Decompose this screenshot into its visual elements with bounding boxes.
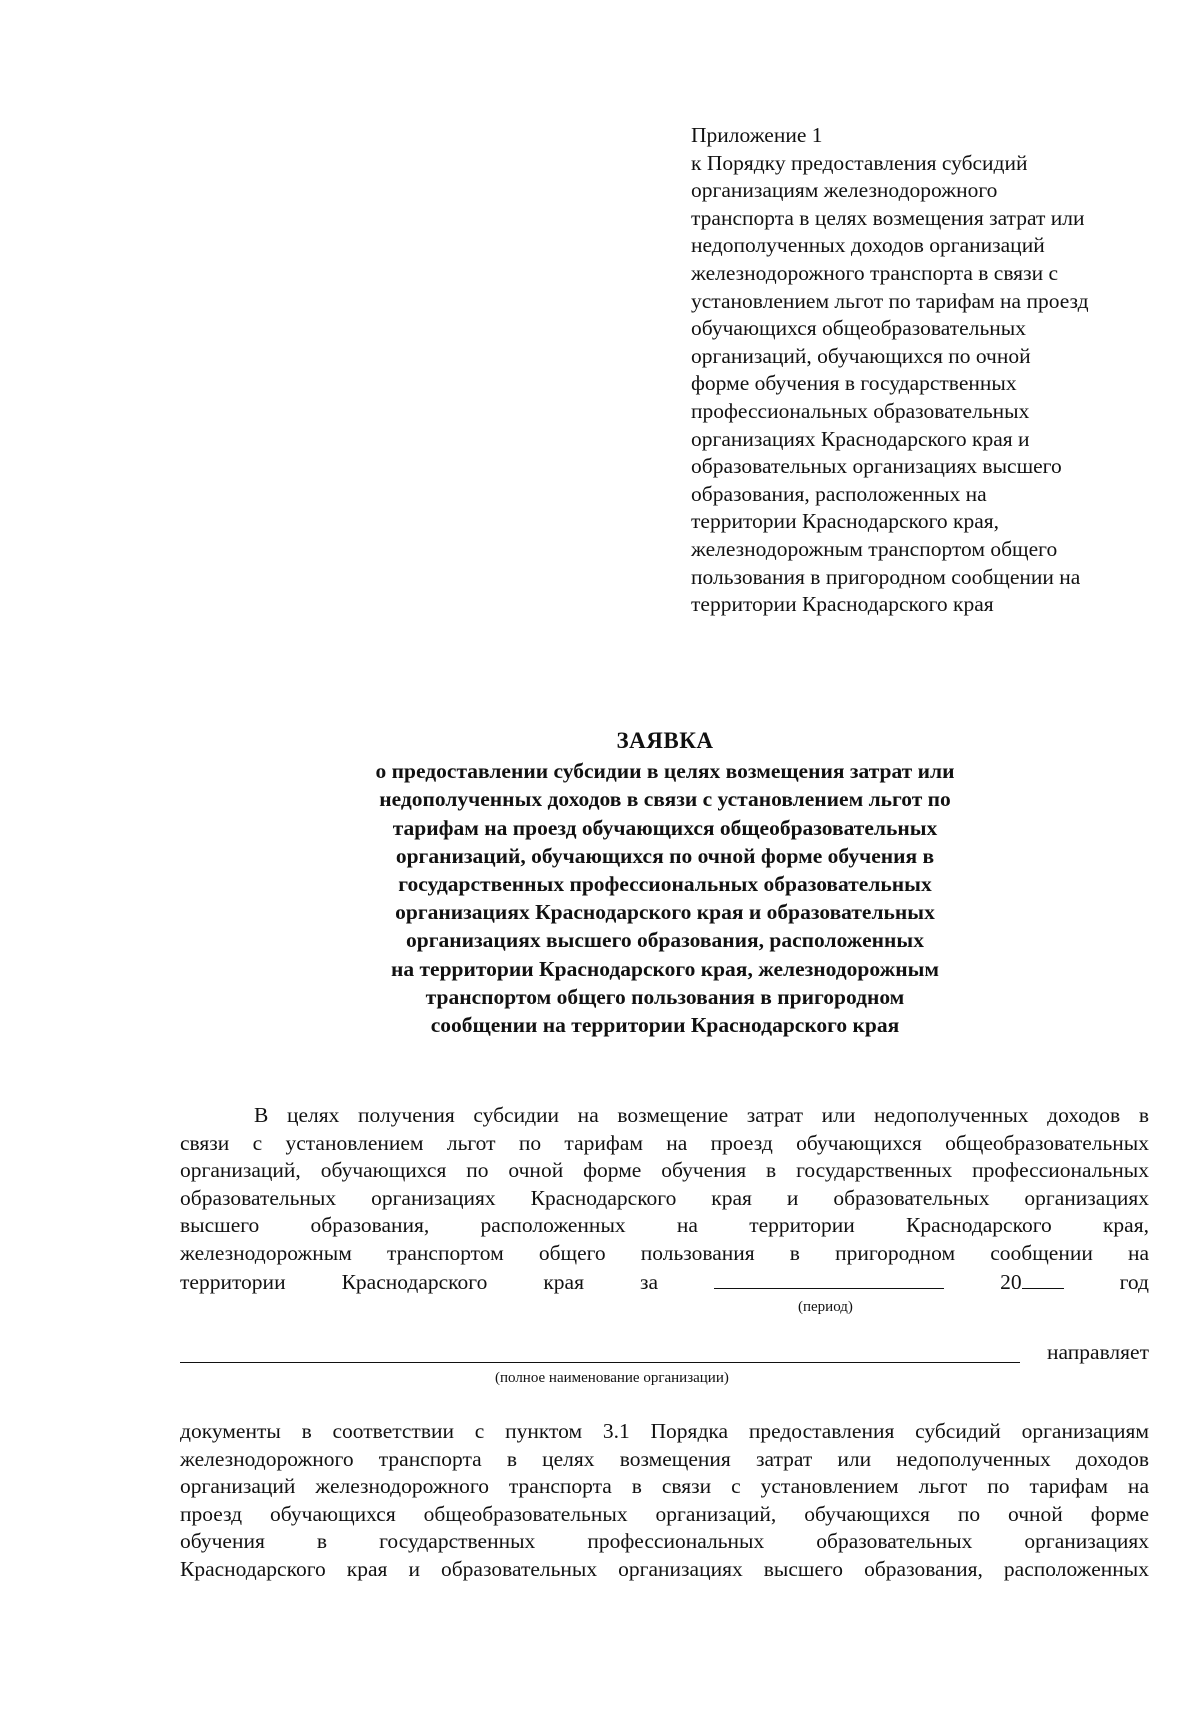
- appendix-line: транспорта в целях возмещения затрат или: [691, 205, 1085, 230]
- year-blank[interactable]: [1022, 1268, 1064, 1289]
- sends-word: направляет: [1047, 1340, 1149, 1364]
- paragraph-line: проезд обучающихся общеобразовательных организаций, обучающихся по очной форме: [180, 1501, 1149, 1526]
- period-line-word: за: [640, 1269, 659, 1294]
- paragraph-line: высшего образования, расположенных на территории Краснодарского края,: [180, 1213, 1149, 1238]
- paragraph-request: [180, 1102, 1149, 1295]
- paragraph-line: документы в соответствии с пунктом 3.1 Порядка предоставления субсидий организациям: [180, 1419, 1149, 1443]
- appendix-line: профессиональных образовательных: [691, 398, 1030, 423]
- appendix-line: железнодорожного транспорта в связи с: [691, 260, 1058, 285]
- appendix-line: железнодорожным транспортом общего: [691, 536, 1058, 561]
- appendix-line: территории Краснодарского края: [691, 592, 994, 617]
- title-line: о предоставлении субсидии в целях возмещения затрат или: [375, 759, 955, 784]
- appendix-line: пользования в пригородном сообщении на: [691, 564, 1081, 589]
- period-field[interactable]: [714, 1268, 944, 1289]
- paragraph-documents: [180, 1418, 1149, 1584]
- paragraph-line: железнодорожным транспортом общего пользования в пригородном сообщении на: [180, 1240, 1149, 1265]
- period-line-word: территории: [180, 1269, 286, 1294]
- paragraph-line: организаций железнодорожного транспорта в связи с установлением льгот по тарифам на: [180, 1474, 1149, 1499]
- paragraph-line: Краснодарского края и образовательных организациях высшего образования, расположенных: [180, 1556, 1149, 1581]
- title-line: организациях Краснодарского края и образовательных: [395, 900, 935, 925]
- appendix-line: территории Краснодарского края,: [691, 509, 1000, 534]
- period-caption: (период): [798, 1299, 853, 1315]
- appendix-line: недополученных доходов организаций: [691, 233, 1045, 258]
- paragraph-line: В целях получения субсидии на возмещение затрат или недополученных доходов в: [254, 1103, 1149, 1127]
- appendix-line: организациях Краснодарского края и: [691, 426, 1030, 451]
- application-title: [180, 727, 1150, 1039]
- appendix-line: организациям железнодорожного: [691, 178, 998, 203]
- paragraph-line: организаций, обучающихся по очной форме обучения в государственных профессиональных: [180, 1158, 1149, 1183]
- paragraph-line: образовательных организациях Краснодарского края и образовательных организациях: [180, 1185, 1149, 1210]
- appendix-line: к Порядку предоставления субсидий: [691, 150, 1028, 175]
- title-heading: ЗАЯВКА: [616, 728, 714, 753]
- title-line: транспортом общего пользования в пригородном: [425, 984, 905, 1009]
- paragraph-line: обучения в государственных профессиональных образовательных организациях: [180, 1529, 1149, 1554]
- period-line: [180, 1268, 1149, 1296]
- title-line: государственных профессиональных образовательных: [398, 872, 932, 897]
- appendix-line: Приложение 1: [691, 123, 823, 147]
- paragraph-line: железнодорожного транспорта в целях возмещения затрат или недополученных доходов: [180, 1446, 1149, 1471]
- year-prefix: 20: [1000, 1269, 1022, 1294]
- paragraph-line: связи с установлением льгот по тарифам на проезд обучающихся общеобразовательных: [180, 1130, 1149, 1155]
- period-line-word: края: [543, 1269, 584, 1294]
- appendix-line: организаций, обучающихся по очной: [691, 343, 1031, 368]
- title-line: организаций, обучающихся по очной форме обучения в: [395, 843, 935, 868]
- title-line: недополученных доходов в связи с установлением льгот по: [379, 787, 951, 812]
- appendix-line: форме обучения в государственных: [691, 371, 1017, 396]
- appendix-line: образовательных организациях высшего: [691, 454, 1062, 479]
- title-line: тарифам на проезд обучающихся общеобразовательных: [392, 815, 938, 840]
- organization-name-line: [180, 1340, 1149, 1368]
- appendix-line: установлением льгот по тарифам на проезд: [691, 288, 1089, 313]
- appendix-block: [691, 122, 1161, 619]
- year-suffix: год: [1119, 1269, 1149, 1294]
- period-line-word: Краснодарского: [341, 1269, 488, 1294]
- appendix-line: образования, расположенных на: [691, 481, 987, 506]
- year-field[interactable]: [1000, 1268, 1064, 1297]
- title-line: сообщении на территории Краснодарского края: [430, 1013, 900, 1038]
- organization-name-field[interactable]: [180, 1362, 1020, 1363]
- title-line: организациях высшего образования, расположенных: [406, 928, 924, 953]
- appendix-line: обучающихся общеобразовательных: [691, 316, 1026, 341]
- organization-name-caption: (полное наименование организации): [495, 1370, 729, 1386]
- title-line: на территории Краснодарского края, железнодорожным: [390, 956, 940, 981]
